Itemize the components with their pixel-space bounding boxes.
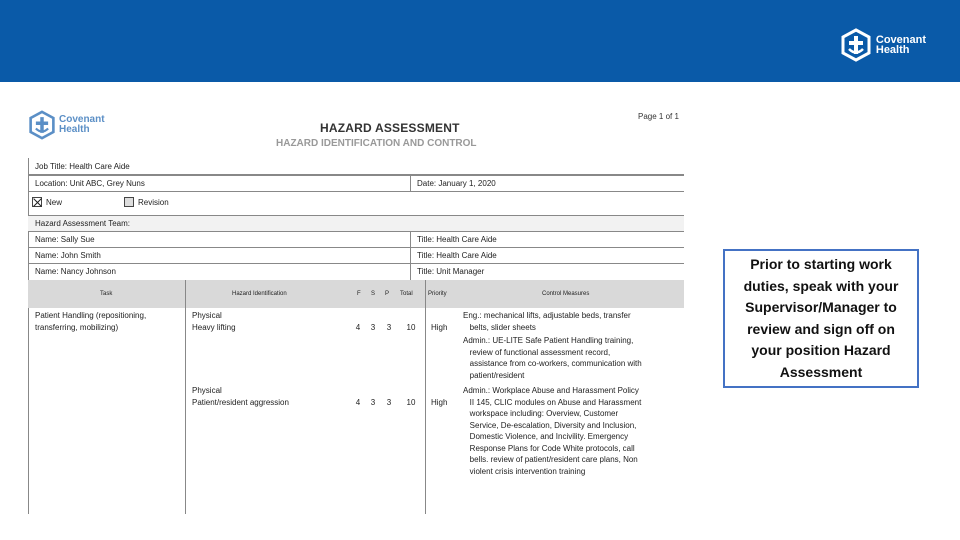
control-line: workspace including: Overview, Customer: [463, 409, 619, 418]
doc-logo-word-1: Covenant: [59, 114, 105, 125]
callout-text: Prior to starting work duties, speak with your Supervisor/Manager to review and sign off on your position Hazard Assessment: [743, 256, 899, 380]
table-col-divider: [185, 280, 186, 514]
team-member-name: Name: Sally Sue: [28, 232, 410, 248]
control-line: belts, slider sheets: [463, 322, 536, 332]
document-subtitle: HAZARD IDENTIFICATION AND CONTROL: [276, 138, 477, 149]
control-line: bells. review of patient/resident care plans, Non: [463, 455, 638, 464]
frequency-value: 4: [355, 322, 361, 332]
control-line: Domestic Violence, and Incivility. Emergency: [463, 432, 629, 441]
col-task: Task: [100, 291, 113, 297]
covenant-health-logo: [840, 28, 926, 62]
location-field: Location: Unit ABC, Grey Nuns: [28, 176, 410, 192]
header-banner: [0, 0, 960, 82]
severity-value: 3: [370, 322, 376, 332]
hazard-description: Patient/resident aggression: [192, 397, 289, 407]
col-p: P: [385, 291, 390, 297]
control-line: violent crisis intervention training: [463, 466, 586, 476]
task-table-header: [28, 280, 684, 308]
control-line: Response Plans for Code White protocols, call: [463, 443, 635, 453]
date-field: Date: January 1, 2020: [410, 176, 684, 192]
col-total: Total: [400, 291, 413, 297]
total-value: 10: [406, 322, 416, 332]
severity-value: 3: [370, 397, 376, 407]
probability-value: 3: [386, 397, 392, 407]
control-line: patient/resident: [463, 370, 525, 380]
probability-value: 3: [386, 322, 392, 332]
revision-label: Revision: [138, 198, 169, 207]
covenant-cross-icon: [840, 28, 872, 62]
team-member-title: Title: Unit Manager: [417, 267, 485, 276]
table-col-divider: [425, 280, 426, 514]
col-priority: Priority: [428, 291, 447, 297]
task-text: Patient Handling (repositioning,: [35, 311, 147, 320]
col-control: Control Measures: [542, 291, 590, 297]
divider: [410, 232, 411, 280]
total-value: 10: [406, 397, 416, 407]
hazard-type: Physical: [192, 311, 222, 320]
team-member-title: Title: Health Care Aide: [410, 232, 684, 248]
col-f: F: [357, 291, 361, 297]
hazard-assessment-document: [28, 106, 688, 514]
revision-checkbox[interactable]: [124, 197, 134, 207]
instruction-callout: [723, 249, 919, 388]
control-line: Admin.: UE-LITE Safe Patient Handling training,: [463, 336, 634, 345]
frequency-value: 4: [355, 397, 361, 407]
team-member-title: Title: Health Care Aide: [410, 248, 684, 264]
new-checkbox[interactable]: [32, 197, 42, 207]
form-left-border: [28, 158, 29, 514]
col-hazard: Hazard Identification: [232, 291, 287, 297]
logo-word-1: Covenant: [875, 34, 926, 46]
page-number: Page 1 of 1: [638, 112, 679, 121]
control-line: Admin.: Workplace Abuse and Harassment Policy: [463, 386, 639, 395]
team-member-name: Name: Nancy Johnson: [35, 267, 116, 276]
priority-value: High: [431, 322, 448, 332]
hazard-type: Physical: [192, 386, 222, 395]
covenant-cross-icon: [28, 110, 56, 140]
team-member-name: Name: John Smith: [28, 248, 410, 264]
priority-value: High: [431, 397, 448, 407]
team-heading: Hazard Assessment Team:: [28, 216, 684, 232]
control-line: Service, De-escalation, Diversity and Inclusion,: [463, 420, 637, 430]
logo-word-2: Health: [875, 44, 910, 56]
col-s: S: [371, 291, 376, 297]
document-title: HAZARD ASSESSMENT: [320, 121, 460, 135]
control-line: II 145, CLIC modules on Abuse and Harassment: [463, 397, 642, 407]
control-line: Eng.: mechanical lifts, adjustable beds, transfer: [463, 311, 631, 320]
new-label: New: [46, 198, 63, 207]
job-title-field: Job Title: Health Care Aide: [28, 159, 684, 175]
control-line: review of functional assessment record,: [463, 347, 611, 357]
document-logo: [28, 110, 105, 140]
hazard-description: Heavy lifting: [192, 322, 236, 332]
task-text: transferring, mobilizing): [35, 322, 119, 332]
doc-logo-word-2: Health: [59, 124, 90, 135]
control-line: assistance from co-workers, communication with: [463, 359, 642, 368]
